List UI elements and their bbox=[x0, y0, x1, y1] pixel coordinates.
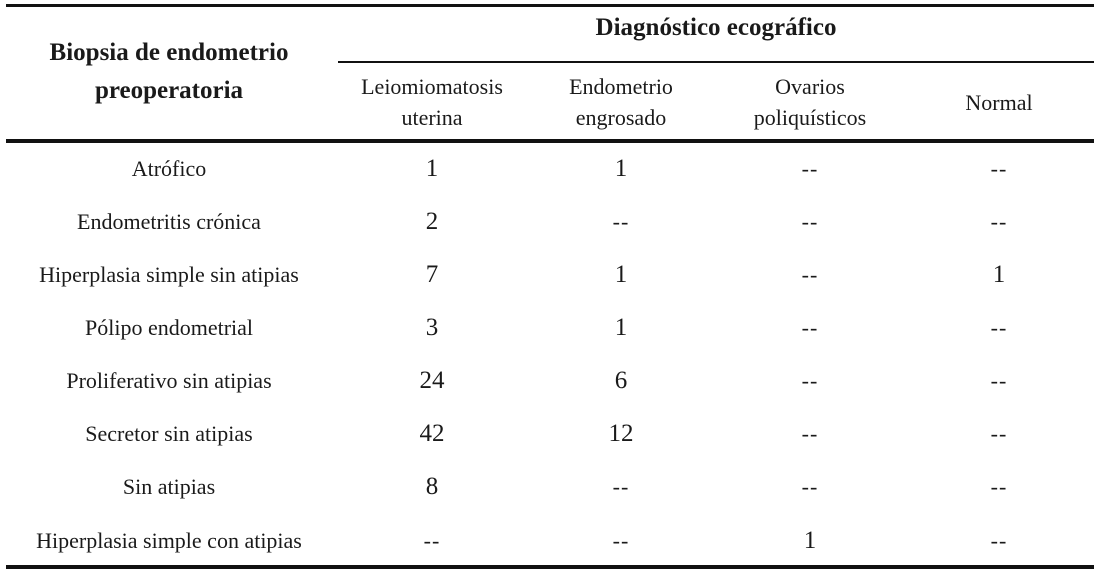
table-cell: 8 bbox=[425, 473, 439, 500]
table-cell: 24 bbox=[419, 367, 445, 394]
table-cell: -- bbox=[990, 474, 1008, 499]
row-header-line-2: preoperatoria bbox=[94, 77, 244, 104]
table-cell: -- bbox=[612, 474, 630, 499]
row-label: Proliferativo sin atipias bbox=[66, 368, 272, 393]
table-cell: -- bbox=[990, 315, 1008, 340]
table-cell: -- bbox=[801, 262, 819, 287]
table-cell: -- bbox=[990, 209, 1008, 234]
column-header-normal: Normal bbox=[965, 89, 1033, 115]
table-cell: -- bbox=[423, 528, 441, 553]
group-header: Diagnóstico ecográfico bbox=[595, 14, 837, 41]
row-label: Sin atipias bbox=[122, 474, 216, 499]
row-label: Atrófico bbox=[131, 156, 207, 181]
table-cell: -- bbox=[801, 156, 819, 181]
table-cell: -- bbox=[990, 528, 1008, 553]
table-cell: -- bbox=[990, 368, 1008, 393]
table-cell: 2 bbox=[425, 208, 439, 235]
column-header-leiomiomatosis: Leiomiomatosis uterina bbox=[361, 74, 503, 130]
table-cell: -- bbox=[612, 528, 630, 553]
table-cell: -- bbox=[801, 209, 819, 234]
table-cell: -- bbox=[612, 209, 630, 234]
table-cell: 12 bbox=[608, 420, 634, 447]
row-header-line-1: Biopsia de endometrio bbox=[49, 39, 289, 66]
table-cell: 1 bbox=[614, 261, 628, 288]
row-label: Hiperplasia simple sin atipias bbox=[39, 262, 299, 287]
table-cell: 1 bbox=[803, 527, 817, 554]
table-cell: -- bbox=[990, 156, 1008, 181]
table-cell: -- bbox=[801, 474, 819, 499]
table-cell: 7 bbox=[425, 261, 439, 288]
table-cell: 1 bbox=[614, 314, 628, 341]
table-cell: -- bbox=[801, 315, 819, 340]
header-bottom-rule bbox=[6, 139, 1094, 143]
table-cell: 1 bbox=[992, 261, 1006, 288]
table-cell: 6 bbox=[614, 367, 628, 394]
row-label: Pólipo endometrial bbox=[84, 315, 254, 340]
row-label: Hiperplasia simple con atipias bbox=[36, 528, 302, 553]
table-cell: 42 bbox=[419, 420, 445, 447]
table-cell: 1 bbox=[425, 155, 439, 182]
bottom-rule bbox=[6, 565, 1094, 569]
table-cell: 3 bbox=[425, 314, 439, 341]
group-header-rule bbox=[338, 61, 1094, 63]
row-label: Secretor sin atipias bbox=[85, 421, 253, 446]
top-rule bbox=[6, 4, 1094, 7]
table-cell: -- bbox=[990, 421, 1008, 446]
row-label: Endometritis crónica bbox=[77, 209, 261, 234]
table-cell: -- bbox=[801, 421, 819, 446]
table-cell: 1 bbox=[614, 155, 628, 182]
column-header-ovarios-poliquisticos: Ovarios poliquísticos bbox=[753, 74, 867, 130]
row-header bbox=[6, 30, 332, 114]
column-header-endometrio-engrosado: Endometrio engrosado bbox=[569, 74, 673, 130]
table-cell: -- bbox=[801, 368, 819, 393]
